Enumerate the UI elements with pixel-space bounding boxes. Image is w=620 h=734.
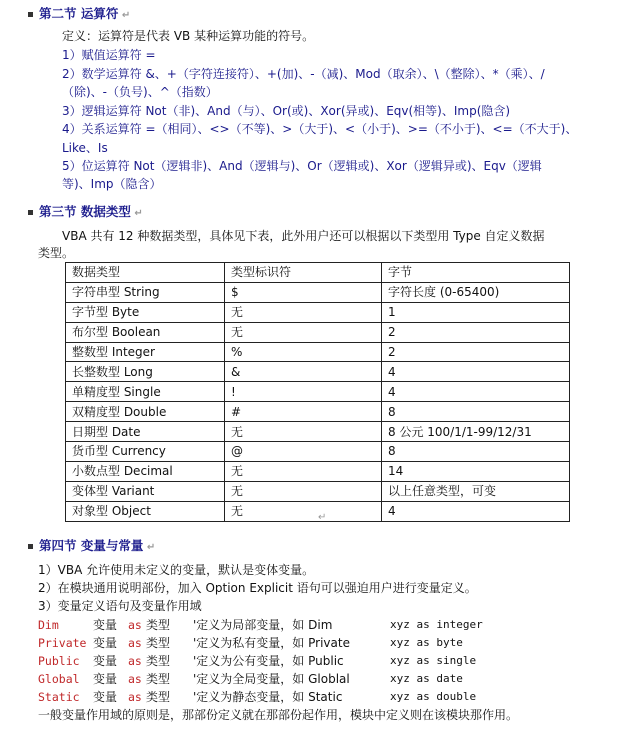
table-row	[66, 282, 570, 302]
scope-principle: 一般变量作用域的原则是，那部份定义就在那部份起作用，模块中定义则在该模块那作用。	[38, 708, 519, 722]
table-cell: 无	[225, 322, 382, 342]
section-4-heading: 第四节 变量与常量 ↵	[28, 536, 155, 554]
table-cell: 货币型 Currency	[66, 442, 225, 462]
operator-line-5: 4）关系运算符 =（相同）、<>（不等)、>（大于)、<（小于)、>=（不小于)、<=（不大于)、	[62, 122, 578, 136]
table-row	[66, 422, 570, 442]
var-comment: '定义为公有变量，如 Public	[193, 654, 344, 668]
table-cell: 8	[382, 442, 570, 462]
var-comment: '定义为私有变量，如 Private	[193, 636, 350, 650]
return-arrow-icon: ↵	[118, 10, 131, 21]
var-as: as	[128, 654, 142, 668]
types-intro-2: 类型。	[38, 246, 75, 260]
table-cell: 8	[382, 402, 570, 422]
var-kw: Dim	[38, 618, 59, 632]
var-as: as	[128, 618, 142, 632]
return-arrow-icon: ↵	[143, 542, 156, 553]
table-cell: 布尔型 Boolean	[66, 322, 225, 342]
table-cell: %	[225, 342, 382, 362]
table-cell: 字节	[382, 263, 570, 283]
square-bullet-icon	[28, 12, 33, 17]
table-cell: 整数型 Integer	[66, 342, 225, 362]
table-cell: 双精度型 Double	[66, 402, 225, 422]
table-cell: 4	[382, 362, 570, 382]
table-cell: $	[225, 282, 382, 302]
table-cell: #	[225, 402, 382, 422]
table-cell: 14	[382, 461, 570, 481]
table-cell: 变体型 Variant	[66, 481, 225, 501]
var-as: as	[128, 636, 142, 650]
variable-line-2: 2）在模块通用说明部份，加入 Option Explicit 语句可以强迫用户进行变量定义。	[38, 581, 477, 595]
table-cell: 字节型 Byte	[66, 302, 225, 322]
table-row	[66, 322, 570, 342]
table-cell: 类型标识符	[225, 263, 382, 283]
table-row	[66, 442, 570, 462]
var-example: xyz as date	[390, 672, 463, 685]
table-row	[66, 342, 570, 362]
table-cell: 字符长度 (0-65400)	[382, 282, 570, 302]
table-cell: &	[225, 362, 382, 382]
var-word: 变量	[93, 618, 118, 632]
operator-line-1: 1）赋值运算符 =	[62, 48, 156, 62]
table-header-row	[66, 263, 570, 283]
var-comment: '定义为局部变量，如 Dim	[193, 618, 333, 632]
var-example: xyz as double	[390, 690, 477, 703]
var-type: 类型	[146, 654, 171, 668]
data-types-table	[65, 262, 570, 522]
table-cell: 无	[225, 422, 382, 442]
table-cell: 无	[225, 501, 382, 521]
operator-line-3: （除)、-（负号)、^（指数）	[62, 85, 218, 99]
table-row	[66, 302, 570, 322]
table-cell: 4	[382, 501, 570, 521]
section-3-heading: 第三节 数据类型 ↵	[28, 202, 143, 220]
var-comment: '定义为全局变量，如 Globlal	[193, 672, 350, 686]
operator-line-2: 2）数学运算符 &、+（字符连接符）、+(加)、-（减)、Mod（取余）、\（整除）、*（乘）、/	[62, 67, 545, 81]
table-cell: 无	[225, 302, 382, 322]
table-cell: 字符串型 String	[66, 282, 225, 302]
var-word: 变量	[93, 690, 118, 704]
var-word: 变量	[93, 636, 118, 650]
var-comment: '定义为静态变量，如 Static	[193, 690, 343, 704]
return-arrow-icon: ↵	[318, 512, 327, 523]
operator-line-6: Like、Is	[62, 141, 108, 155]
var-kw: Private	[38, 636, 87, 650]
table-cell: 2	[382, 322, 570, 342]
operator-definition: 定义：运算符是代表 VB 某种运算功能的符号。	[62, 29, 315, 43]
variable-line-1: 1）VBA 允许使用未定义的变量，默认是变体变量。	[38, 563, 315, 577]
table-row	[66, 461, 570, 481]
table-row	[66, 402, 570, 422]
table-row	[66, 481, 570, 501]
table-cell: 单精度型 Single	[66, 382, 225, 402]
table-cell: 无	[225, 461, 382, 481]
var-kw: Public	[38, 654, 80, 668]
table-cell: 2	[382, 342, 570, 362]
table-cell: 以上任意类型，可变	[382, 481, 570, 501]
var-example: xyz as integer	[390, 618, 483, 631]
table-cell: 小数点型 Decimal	[66, 461, 225, 481]
var-as: as	[128, 690, 142, 704]
operator-line-8: 等)、Imp（隐含）	[62, 177, 162, 191]
table-cell: 对象型 Object	[66, 501, 225, 521]
var-type: 类型	[146, 672, 171, 686]
table-cell: 8 公元 100/1/1-99/12/31	[382, 422, 570, 442]
var-example: xyz as byte	[390, 636, 463, 649]
var-type: 类型	[146, 636, 171, 650]
table-cell: 4	[382, 382, 570, 402]
types-intro-1: VBA 共有 12 种数据类型，具体见下表，此外用户还可以根据以下类型用 Type 自定义数据	[62, 229, 545, 243]
table-cell: 1	[382, 302, 570, 322]
table-cell: 无	[225, 481, 382, 501]
var-type: 类型	[146, 690, 171, 704]
return-arrow-icon: ↵	[130, 208, 143, 219]
var-word: 变量	[93, 654, 118, 668]
variable-line-3: 3）变量定义语句及变量作用域	[38, 599, 202, 613]
var-example: xyz as single	[390, 654, 477, 667]
var-kw: Static	[38, 690, 80, 704]
var-kw: Global	[38, 672, 80, 686]
table-cell: 数据类型	[66, 263, 225, 283]
table-cell: !	[225, 382, 382, 402]
var-as: as	[128, 672, 142, 686]
table-cell: 长整数型 Long	[66, 362, 225, 382]
table-cell: 日期型 Date	[66, 422, 225, 442]
table-row	[66, 382, 570, 402]
operator-line-7: 5）位运算符 Not（逻辑非)、And（逻辑与)、Or（逻辑或)、Xor（逻辑异或)、Eqv（逻辑	[62, 159, 542, 173]
table-row	[66, 362, 570, 382]
section-2-heading: 第二节 运算符 ↵	[28, 4, 130, 22]
square-bullet-icon	[28, 544, 33, 549]
table-cell: @	[225, 442, 382, 462]
var-word: 变量	[93, 672, 118, 686]
operator-line-4: 3）逻辑运算符 Not（非)、And（与）、Or(或)、Xor(异或)、Eqv(相等)、Imp(隐含)	[62, 104, 511, 118]
var-type: 类型	[146, 618, 171, 632]
square-bullet-icon	[28, 210, 33, 215]
